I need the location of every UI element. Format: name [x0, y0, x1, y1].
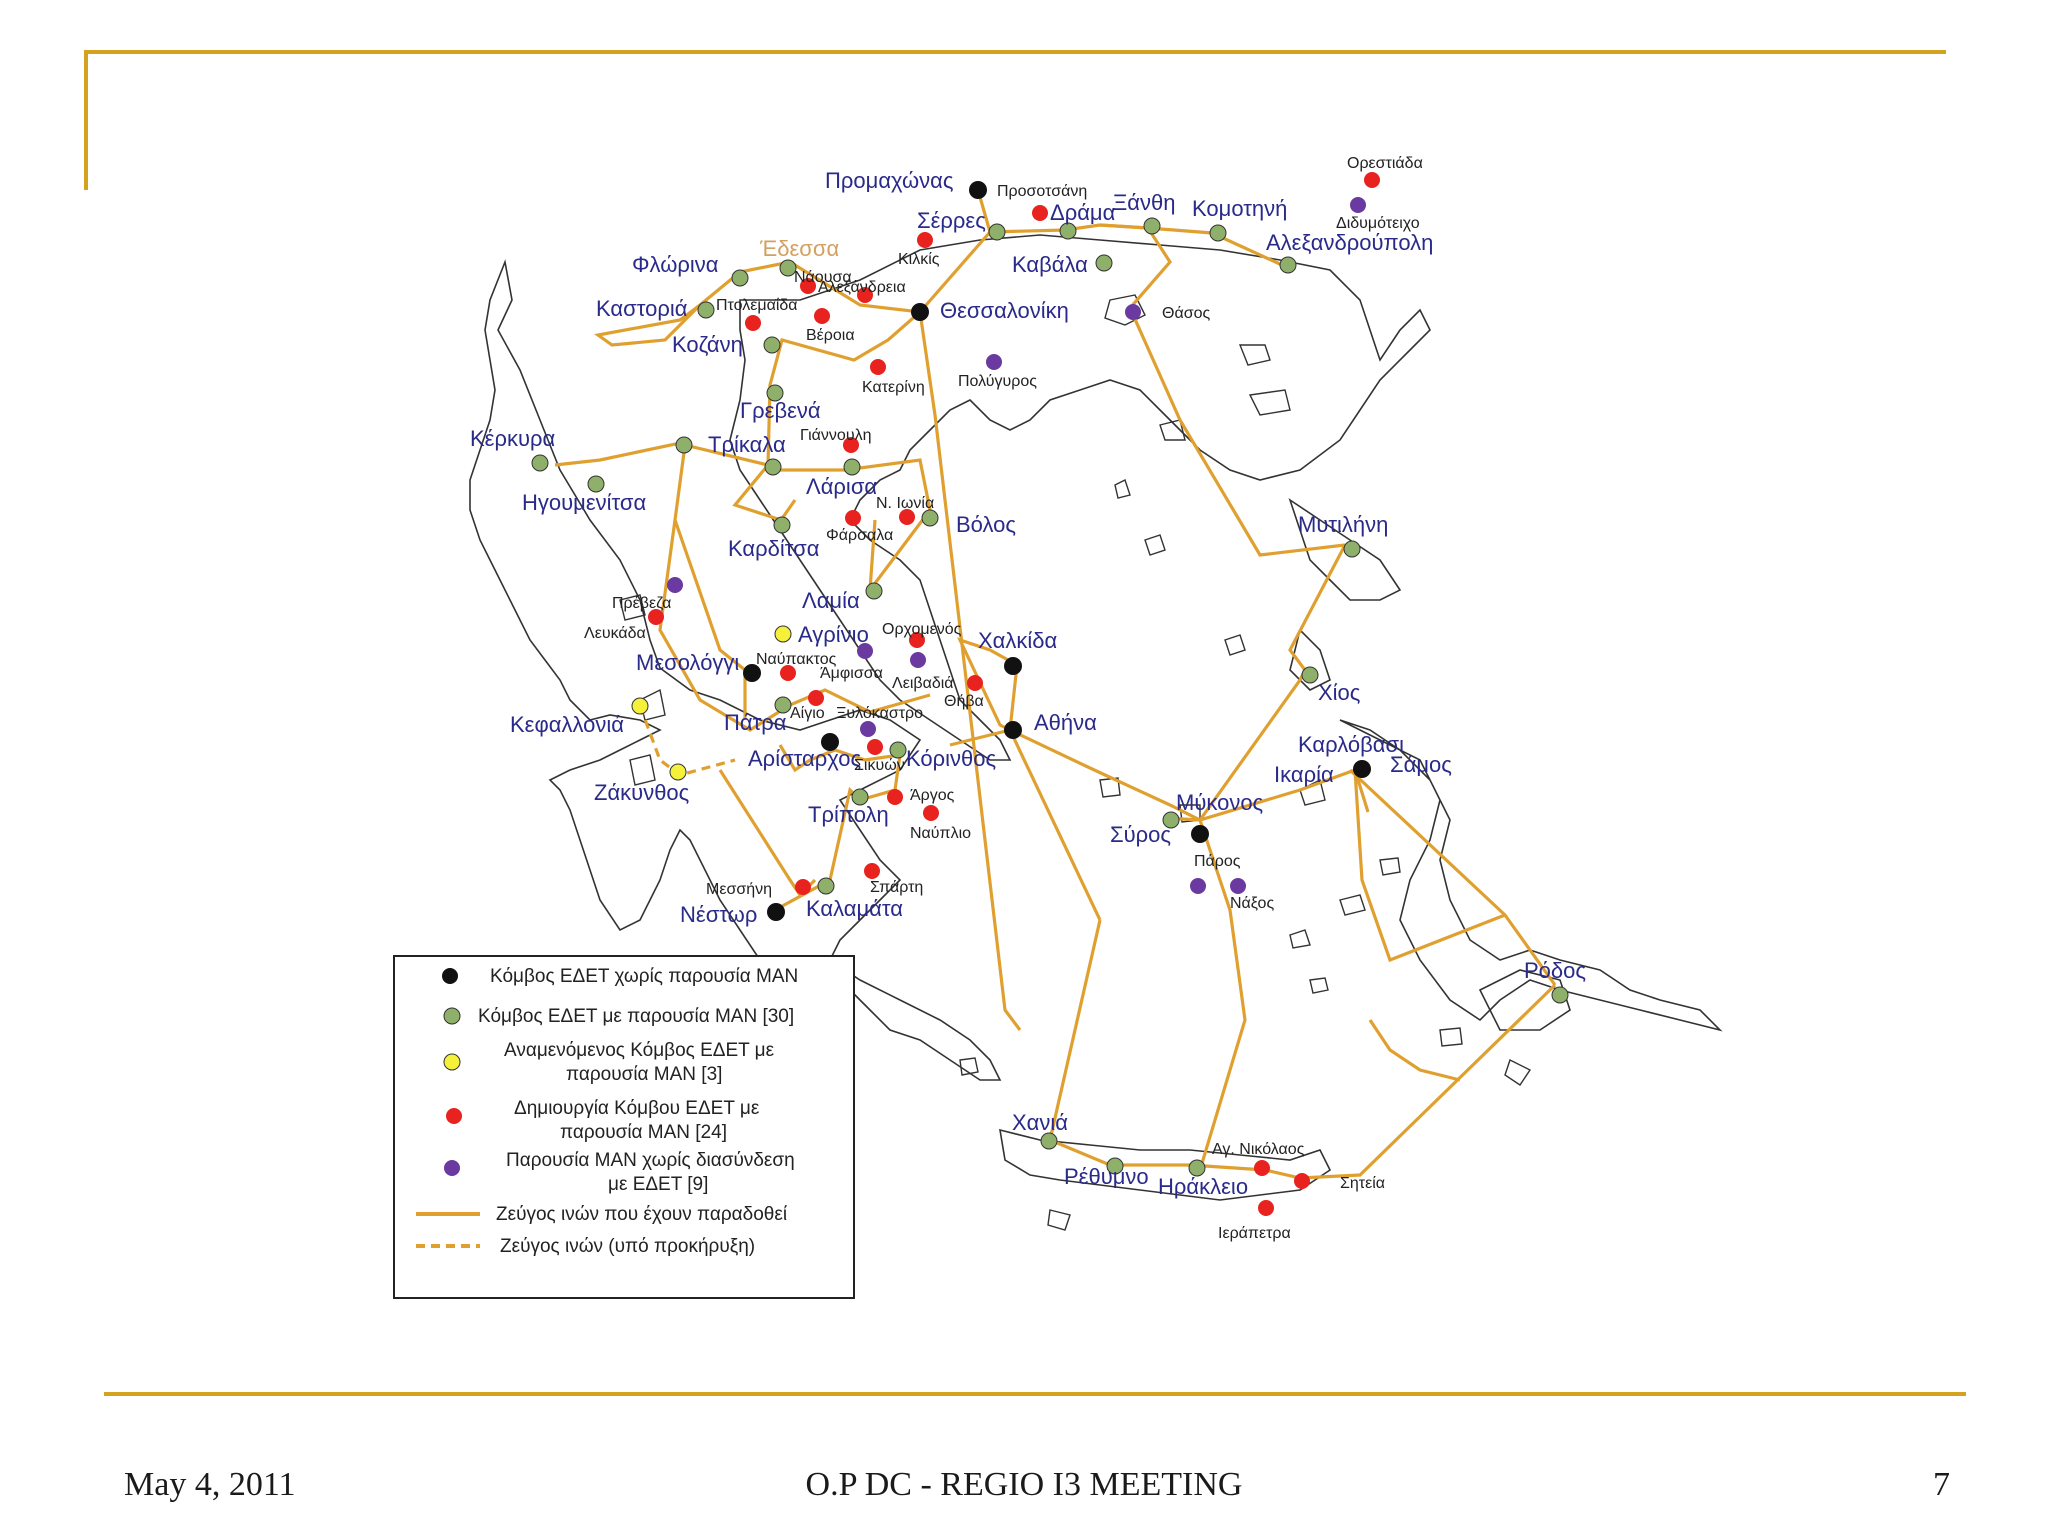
- label-sikyon: Σικυών: [854, 757, 905, 774]
- label-serres: Σέρρες: [917, 208, 986, 233]
- label-athina: Αθήνα: [1034, 710, 1097, 735]
- label-prosotsani: Προσοτσάνη: [997, 183, 1088, 200]
- label-xylokastro: Ξυλόκαστρο: [836, 705, 924, 722]
- label-chania: Χανιά: [1012, 1110, 1068, 1135]
- label-polygyros: Πολύγυρος: [958, 373, 1037, 390]
- label-samos: Σάμος: [1390, 752, 1452, 777]
- node-xanthi[interactable]: [1144, 218, 1160, 234]
- label-farsala: Φάρσαλα: [826, 527, 894, 544]
- node-naxos[interactable]: [1230, 878, 1246, 894]
- node-trikala[interactable]: [676, 437, 692, 453]
- legend-red-label-2: παρουσία MAN [24]: [560, 1122, 727, 1143]
- label-xanthi: Ξάνθη: [1113, 190, 1176, 215]
- node-siteia[interactable]: [1294, 1173, 1310, 1189]
- label-trikala: Τρίκαλα: [708, 432, 786, 457]
- node-zakynthos[interactable]: [670, 764, 686, 780]
- label-tripoli: Τρίπολη: [808, 802, 889, 827]
- label-korinthos: Κόρινθος: [906, 746, 997, 771]
- label-nestor: Νέστωρ: [680, 902, 758, 927]
- node-chios[interactable]: [1302, 667, 1318, 683]
- node-nafplio[interactable]: [923, 805, 939, 821]
- label-orestiada: Ορεστιάδα: [1347, 155, 1423, 172]
- node-nestor[interactable]: [767, 903, 785, 921]
- node-katerini[interactable]: [870, 359, 886, 375]
- label-thasos: Θάσος: [1162, 305, 1211, 322]
- legend-red-label-1: Δημιουργία Κόμβου ΕΔΕΤ με: [514, 1098, 760, 1119]
- label-agrinio: Αγρίνιο: [798, 622, 869, 647]
- label-paros: Πάρος: [1194, 853, 1241, 870]
- label-nafpaktos: Ναύπακτος: [756, 651, 837, 668]
- legend-swatch-red: [446, 1108, 462, 1124]
- label-ptolemaida: Πτολεμαΐδα: [716, 297, 798, 314]
- label-messini: Μεσσήνη: [706, 881, 773, 898]
- node-thessaloniki[interactable]: [911, 303, 929, 321]
- label-orchomenos: Ορχομενός: [882, 621, 962, 638]
- label-edessa: Έδεσσα: [760, 236, 840, 261]
- node-serres[interactable]: [989, 224, 1005, 240]
- legend-purple-label-2: με ΕΔΕΤ [9]: [608, 1174, 709, 1195]
- node-kavala[interactable]: [1096, 255, 1112, 271]
- node-korinthos[interactable]: [890, 742, 906, 758]
- node-didymoteicho[interactable]: [1350, 197, 1366, 213]
- label-ag-nikolaos: Αγ. Νικόλαος: [1212, 1141, 1305, 1158]
- node-mykonos[interactable]: [1191, 825, 1209, 843]
- node-kerkyra[interactable]: [532, 455, 548, 471]
- label-karditsa: Καρδίτσα: [728, 536, 820, 561]
- footer-page-number: 7: [1933, 1466, 1950, 1503]
- label-veroia: Βέροια: [806, 327, 855, 344]
- legend-swatch-yellow: [444, 1054, 460, 1070]
- label-giannouli: Γιάννουλη: [800, 427, 872, 444]
- label-n-ionia: Ν. Ιωνία: [876, 495, 935, 512]
- label-kefallonia: Κεφαλλονιά: [510, 712, 624, 737]
- node-argos[interactable]: [887, 789, 903, 805]
- label-livadeia: Λειβαδιά: [892, 675, 954, 692]
- label-promachonas: Προμαχώνας: [825, 168, 954, 193]
- label-nafplio: Ναύπλιο: [910, 825, 972, 842]
- node-ierapetra[interactable]: [1258, 1200, 1274, 1216]
- label-aigio: Αίγιο: [790, 705, 825, 722]
- label-alexandreia: Αλεξάνδρεια: [818, 279, 906, 296]
- node-karlovasi[interactable]: [1353, 760, 1371, 778]
- label-syros: Σύρος: [1110, 822, 1171, 847]
- node-florina[interactable]: [732, 270, 748, 286]
- legend-dashed-line-label: Ζεύγος ινών (υπό προκήρυξη): [500, 1236, 756, 1257]
- node-ptolemaida[interactable]: [745, 315, 761, 331]
- label-preveza: Πρέβεζα: [612, 595, 672, 612]
- node-polygyros[interactable]: [986, 354, 1002, 370]
- label-siteia: Σητεία: [1340, 1175, 1386, 1192]
- legend-yellow-label-2: παρουσία MAN [3]: [566, 1064, 723, 1085]
- label-alexandroupoli: Αλεξανδρούπολη: [1266, 230, 1434, 255]
- node-aigio[interactable]: [808, 690, 824, 706]
- label-komotini: Κομοτηνή: [1192, 196, 1288, 221]
- label-mykonos: Μύκονος: [1176, 790, 1264, 815]
- label-ikaria: Ικαρία: [1274, 762, 1334, 787]
- label-ierapetra: Ιεράπετρα: [1218, 1225, 1291, 1242]
- label-chios: Χίος: [1318, 680, 1361, 705]
- node-rodos[interactable]: [1552, 987, 1568, 1003]
- label-thessaloniki: Θεσσαλονίκη: [940, 298, 1069, 323]
- label-kalamata: Καλαμάτα: [806, 896, 904, 921]
- node-messini[interactable]: [795, 879, 811, 895]
- label-naxos: Νάξος: [1230, 895, 1275, 912]
- label-argos: Άργος: [910, 787, 955, 804]
- node-chania[interactable]: [1041, 1133, 1057, 1149]
- label-katerini: Κατερίνη: [862, 379, 925, 396]
- node-kalamata[interactable]: [818, 878, 834, 894]
- label-kavala: Καβάλα: [1012, 252, 1088, 277]
- label-mesologgi: Μεσολόγγι: [636, 650, 740, 675]
- legend-green-label: Κόμβος ΕΔΕΤ με παρουσία MAN [30]: [478, 1006, 795, 1027]
- label-rethymno: Ρέθυμνο: [1064, 1164, 1149, 1189]
- node-alexandroupoli[interactable]: [1280, 257, 1296, 273]
- node-larisa[interactable]: [844, 459, 860, 475]
- node-xylokastro[interactable]: [860, 721, 876, 737]
- node-chalkida[interactable]: [1004, 657, 1022, 675]
- node-kefallonia[interactable]: [632, 698, 648, 714]
- node-volos[interactable]: [922, 510, 938, 526]
- label-grevena: Γρεβενά: [740, 398, 821, 423]
- label-sparti: Σπάρτη: [870, 879, 924, 896]
- label-kozani: Κοζάνη: [672, 332, 743, 357]
- node-drama[interactable]: [1060, 223, 1076, 239]
- node-agrinio[interactable]: [775, 626, 791, 642]
- node-ag-nikolaos[interactable]: [1254, 1160, 1270, 1176]
- label-karlovasi: Καρλόβασι: [1298, 732, 1404, 757]
- label-mytilini: Μυτιλήνη: [1298, 512, 1389, 537]
- node-sparti[interactable]: [864, 863, 880, 879]
- label-lamia: Λαμία: [802, 588, 860, 613]
- node-preveza[interactable]: [667, 577, 683, 593]
- label-thiva: Θήβα: [944, 693, 984, 710]
- node-farsala[interactable]: [845, 510, 861, 526]
- label-naousa: Νάουσα: [794, 269, 852, 286]
- map-legend: [394, 956, 854, 1298]
- node-komotini[interactable]: [1210, 225, 1226, 241]
- node-athina[interactable]: [1004, 721, 1022, 739]
- label-kastoria: Καστοριά: [596, 296, 688, 321]
- label-kerkyra: Κέρκυρα: [470, 426, 556, 451]
- node-mytilini[interactable]: [1344, 541, 1360, 557]
- footer-title: O.P DC - REGIO I3 MEETING: [805, 1466, 1243, 1503]
- legend-swatch-green: [444, 1008, 460, 1024]
- legend-black-label: Κόμβος ΕΔΕΤ χωρίς παρουσία MAN: [490, 966, 799, 987]
- node-kastoria[interactable]: [698, 302, 714, 318]
- label-kilkis: Κιλκίς: [898, 251, 940, 268]
- label-chalkida: Χαλκίδα: [978, 628, 1058, 653]
- label-larisa: Λάρισα: [806, 474, 878, 499]
- node-thasos[interactable]: [1125, 304, 1141, 320]
- legend-solid-line-label: Ζεύγος ινών που έχουν παραδοθεί: [496, 1204, 788, 1225]
- node-kozani[interactable]: [764, 337, 780, 353]
- node-karditsa[interactable]: [774, 517, 790, 533]
- label-florina: Φλώρινα: [632, 252, 719, 277]
- footer-date: May 4, 2011: [124, 1466, 296, 1503]
- label-zakynthos: Ζάκυνθος: [594, 780, 690, 805]
- node-prosotsani[interactable]: [969, 181, 987, 199]
- node-drama-red[interactable]: [1032, 205, 1048, 221]
- node-lamia[interactable]: [866, 583, 882, 599]
- node-paros[interactable]: [1190, 878, 1206, 894]
- node-karditsa-junction[interactable]: [765, 459, 781, 475]
- node-livadeia[interactable]: [910, 652, 926, 668]
- legend-yellow-label-1: Αναμενόμενος Κόμβος ΕΔΕΤ με: [504, 1040, 775, 1061]
- node-sikyon[interactable]: [867, 739, 883, 755]
- label-aristarchos: Αρίσταρχος: [748, 746, 862, 771]
- node-kilkis[interactable]: [917, 232, 933, 248]
- label-didymoteicho: Διδυμότειχο: [1336, 215, 1420, 232]
- legend-swatch-black: [442, 968, 458, 984]
- node-orestiada[interactable]: [1364, 172, 1380, 188]
- label-rodos: Ρόδος: [1524, 958, 1586, 983]
- label-irakleio: Ηράκλειο: [1158, 1174, 1249, 1199]
- node-thiva[interactable]: [967, 675, 983, 691]
- label-drama: Δράμα: [1050, 200, 1116, 225]
- node-veroia[interactable]: [814, 308, 830, 324]
- label-amfissa: Άμφισσα: [820, 665, 883, 682]
- legend-purple-label-1: Παρουσία MAN χωρίς διασύνδεση: [506, 1150, 795, 1171]
- legend-swatch-purple: [444, 1160, 460, 1176]
- label-volos: Βόλος: [956, 512, 1016, 537]
- label-lefkada: Λευκάδα: [584, 625, 646, 642]
- label-patra: Πάτρα: [724, 710, 787, 735]
- label-igoumenitsa: Ηγουμενίτσα: [522, 490, 647, 515]
